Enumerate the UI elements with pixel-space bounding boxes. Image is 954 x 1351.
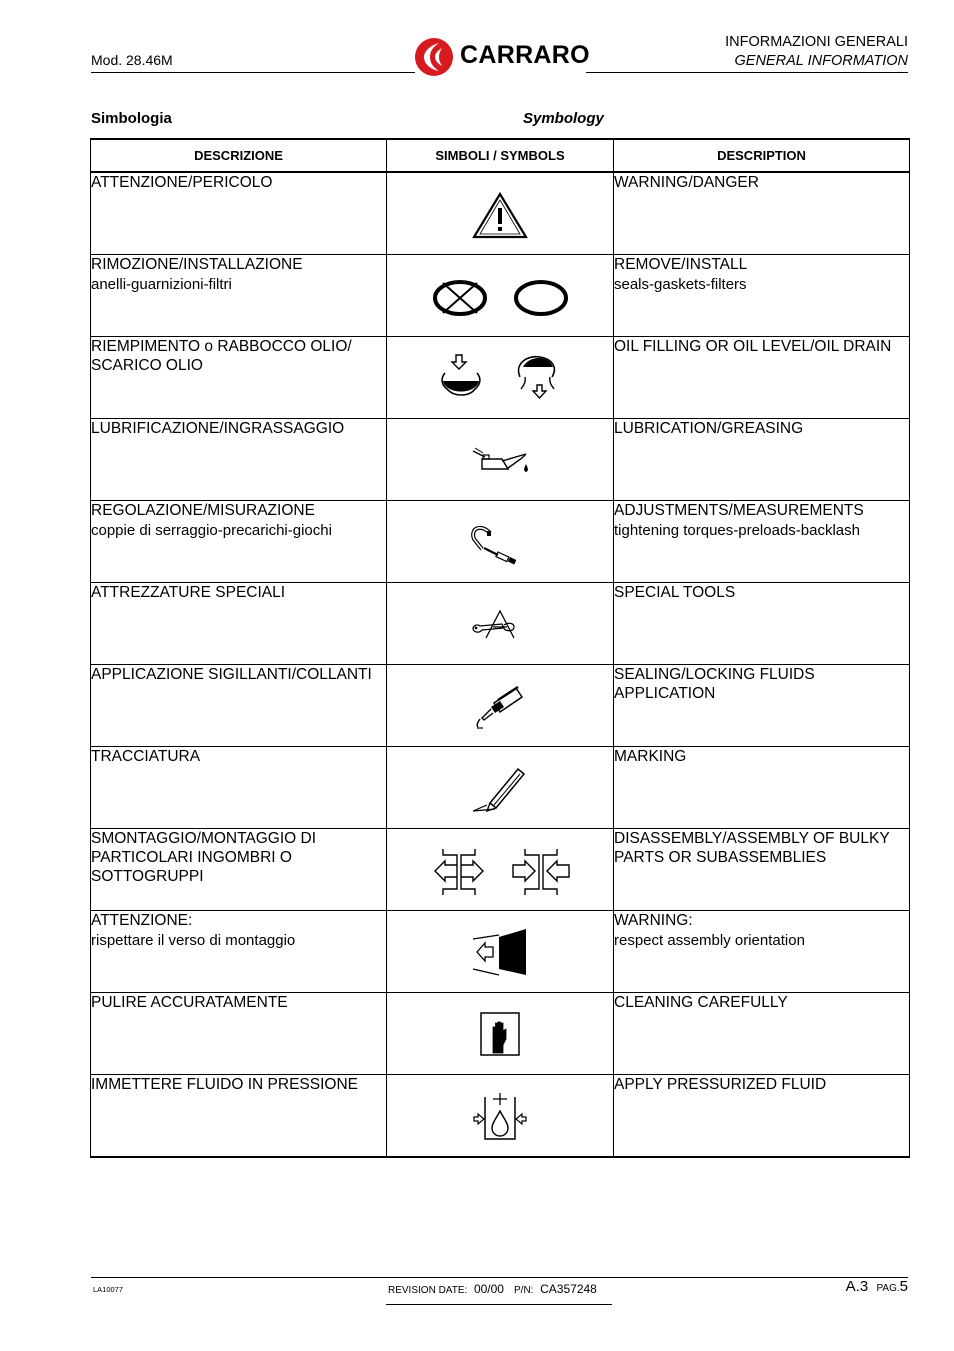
cell-symbol bbox=[387, 419, 614, 501]
page-title-en: Symbology bbox=[523, 110, 604, 127]
sealant-tube-icon bbox=[387, 665, 613, 746]
page-title-it: Simbologia bbox=[91, 110, 172, 127]
cell-symbol bbox=[387, 747, 614, 829]
row-text-en: LUBRICATION/GREASING bbox=[614, 420, 804, 437]
revision-info bbox=[388, 1282, 597, 1296]
revision-underline bbox=[386, 1304, 612, 1305]
row-text-it: ATTENZIONE/PERICOLO bbox=[91, 174, 273, 191]
row-text-en: CLEANING CAREFULLY bbox=[614, 994, 788, 1011]
part-number-value: CA357248 bbox=[540, 1282, 597, 1296]
page-label: PAG. bbox=[876, 1283, 900, 1294]
table-row bbox=[91, 583, 910, 665]
table-row bbox=[91, 747, 910, 829]
cell-descrizione bbox=[91, 829, 387, 911]
row-text-it: REGOLAZIONE/MISURAZIONE bbox=[91, 502, 315, 519]
cell-symbol bbox=[387, 337, 614, 419]
cell-descrizione bbox=[91, 337, 387, 419]
page-value: 5 bbox=[899, 1278, 908, 1295]
table-row bbox=[91, 993, 910, 1075]
cell-symbol bbox=[387, 1075, 614, 1158]
cell-symbol bbox=[387, 829, 614, 911]
assembly-orientation-icon bbox=[387, 911, 613, 992]
table-row bbox=[91, 419, 910, 501]
revision-label: REVISION DATE: bbox=[388, 1285, 468, 1296]
special-tools-icon bbox=[387, 583, 613, 664]
row-text-en: WARNING: bbox=[614, 912, 693, 929]
cell-descrizione bbox=[91, 583, 387, 665]
oil-can-icon bbox=[387, 419, 613, 500]
row-text-en: SEALING/LOCKING FLUIDS APPLICATION bbox=[614, 666, 815, 702]
pressurized-fluid-icon bbox=[387, 1075, 613, 1156]
table-row bbox=[91, 911, 910, 993]
cell-description bbox=[614, 501, 910, 583]
symbology-table bbox=[90, 138, 910, 1158]
row-text-en: ADJUSTMENTS/MEASUREMENTS bbox=[614, 502, 864, 519]
hand-cleaning-icon bbox=[387, 993, 613, 1074]
section-title-it: INFORMAZIONI GENERALI bbox=[725, 34, 908, 50]
col-header-descrizione: DESCRIZIONE bbox=[91, 139, 387, 172]
cell-description bbox=[614, 829, 910, 911]
row-subtext-en: tightening torques-preloads-backlash bbox=[614, 522, 860, 539]
cell-description bbox=[614, 747, 910, 829]
warning-triangle-icon bbox=[387, 173, 613, 254]
row-subtext-it: anelli-guarnizioni-filtri bbox=[91, 276, 232, 293]
oil-fill-drain-icon bbox=[387, 337, 613, 418]
carraro-logo-mark-icon bbox=[414, 37, 454, 77]
table-row bbox=[91, 501, 910, 583]
row-subtext-en: respect assembly orientation bbox=[614, 932, 805, 949]
row-text-en: DISASSEMBLY/ASSEMBLY OF BULKY PARTS OR SUBASSEMBLIES bbox=[614, 830, 890, 866]
row-text-it: LUBRIFICAZIONE/INGRASSAGGIO bbox=[91, 420, 345, 437]
model-label: Mod. 28.46M bbox=[91, 52, 173, 68]
table-row bbox=[91, 255, 910, 337]
cell-descrizione bbox=[91, 172, 387, 255]
section-title-en: GENERAL INFORMATION bbox=[734, 53, 908, 69]
cell-symbol bbox=[387, 911, 614, 993]
header-rule-right bbox=[586, 72, 908, 73]
cell-description bbox=[614, 1075, 910, 1158]
table-row bbox=[91, 1075, 910, 1158]
part-number-label: P/N: bbox=[514, 1285, 534, 1296]
cell-descrizione bbox=[91, 1075, 387, 1158]
revision-value: 00/00 bbox=[473, 1282, 504, 1296]
row-subtext-en: seals-gaskets-filters bbox=[614, 276, 747, 293]
cell-symbol bbox=[387, 993, 614, 1075]
cell-symbol bbox=[387, 255, 614, 337]
row-text-en: REMOVE/INSTALL bbox=[614, 256, 748, 273]
row-text-en: MARKING bbox=[614, 748, 687, 765]
header-section-title bbox=[725, 33, 908, 71]
row-text-it: RIMOZIONE/INSTALLAZIONE bbox=[91, 256, 303, 273]
row-subtext-it: coppie di serraggio-precarichi-giochi bbox=[91, 522, 332, 539]
row-text-it: RIEMPIMENTO o RABBOCCO OLIO/ SCARICO OLIO bbox=[91, 338, 352, 374]
row-text-en: SPECIAL TOOLS bbox=[614, 584, 736, 601]
cell-description bbox=[614, 337, 910, 419]
cell-symbol bbox=[387, 583, 614, 665]
document-code: LA10077 bbox=[93, 1285, 124, 1294]
row-text-it: ATTREZZATURE SPECIALI bbox=[91, 584, 286, 601]
assembly-arrows-icon bbox=[387, 829, 613, 910]
carraro-logo bbox=[414, 37, 590, 77]
cell-descrizione bbox=[91, 993, 387, 1075]
page-number bbox=[846, 1278, 908, 1295]
col-header-symbols: SIMBOLI / SYMBOLS bbox=[387, 139, 614, 172]
cell-descrizione bbox=[91, 255, 387, 337]
row-text-it: PULIRE ACCURATAMENTE bbox=[91, 994, 288, 1011]
row-text-it: SMONTAGGIO/MONTAGGIO DI PARTICOLARI INGOMBRI O SOTTOGRUPPI bbox=[91, 830, 317, 885]
cell-descrizione bbox=[91, 501, 387, 583]
row-text-it: IMMETTERE FLUIDO IN PRESSIONE bbox=[91, 1076, 358, 1093]
cell-description bbox=[614, 419, 910, 501]
cell-descrizione bbox=[91, 665, 387, 747]
row-text-it: ATTENZIONE: bbox=[91, 912, 193, 929]
col-header-description: DESCRIPTION bbox=[614, 139, 910, 172]
brand-name: CARRARO bbox=[460, 41, 590, 69]
table-header-row bbox=[91, 139, 910, 172]
cell-description bbox=[614, 911, 910, 993]
row-text-it: APPLICAZIONE SIGILLANTI/COLLANTI bbox=[91, 666, 372, 683]
section-number: A.3 bbox=[845, 1278, 869, 1295]
row-subtext-it: rispettare il verso di montaggio bbox=[91, 932, 296, 949]
cell-description bbox=[614, 665, 910, 747]
cell-symbol bbox=[387, 665, 614, 747]
row-text-en: WARNING/DANGER bbox=[614, 174, 759, 191]
cell-descrizione bbox=[91, 911, 387, 993]
footer-rule bbox=[91, 1277, 908, 1278]
row-text-en: OIL FILLING OR OIL LEVEL/OIL DRAIN bbox=[614, 338, 892, 355]
cell-symbol bbox=[387, 172, 614, 255]
cell-description bbox=[614, 993, 910, 1075]
row-text-en: APPLY PRESSURIZED FLUID bbox=[614, 1076, 827, 1093]
table-row bbox=[91, 337, 910, 419]
header-rule-left bbox=[91, 72, 415, 73]
table-row bbox=[91, 829, 910, 911]
table-row bbox=[91, 172, 910, 255]
remove-install-ring-icon bbox=[387, 255, 613, 336]
marker-pen-icon bbox=[387, 747, 613, 828]
cell-descrizione bbox=[91, 747, 387, 829]
cell-symbol bbox=[387, 501, 614, 583]
micrometer-icon bbox=[387, 501, 613, 582]
cell-description bbox=[614, 255, 910, 337]
cell-description bbox=[614, 583, 910, 665]
cell-description bbox=[614, 172, 910, 255]
cell-descrizione bbox=[91, 419, 387, 501]
row-text-it: TRACCIATURA bbox=[91, 748, 201, 765]
table-row bbox=[91, 665, 910, 747]
